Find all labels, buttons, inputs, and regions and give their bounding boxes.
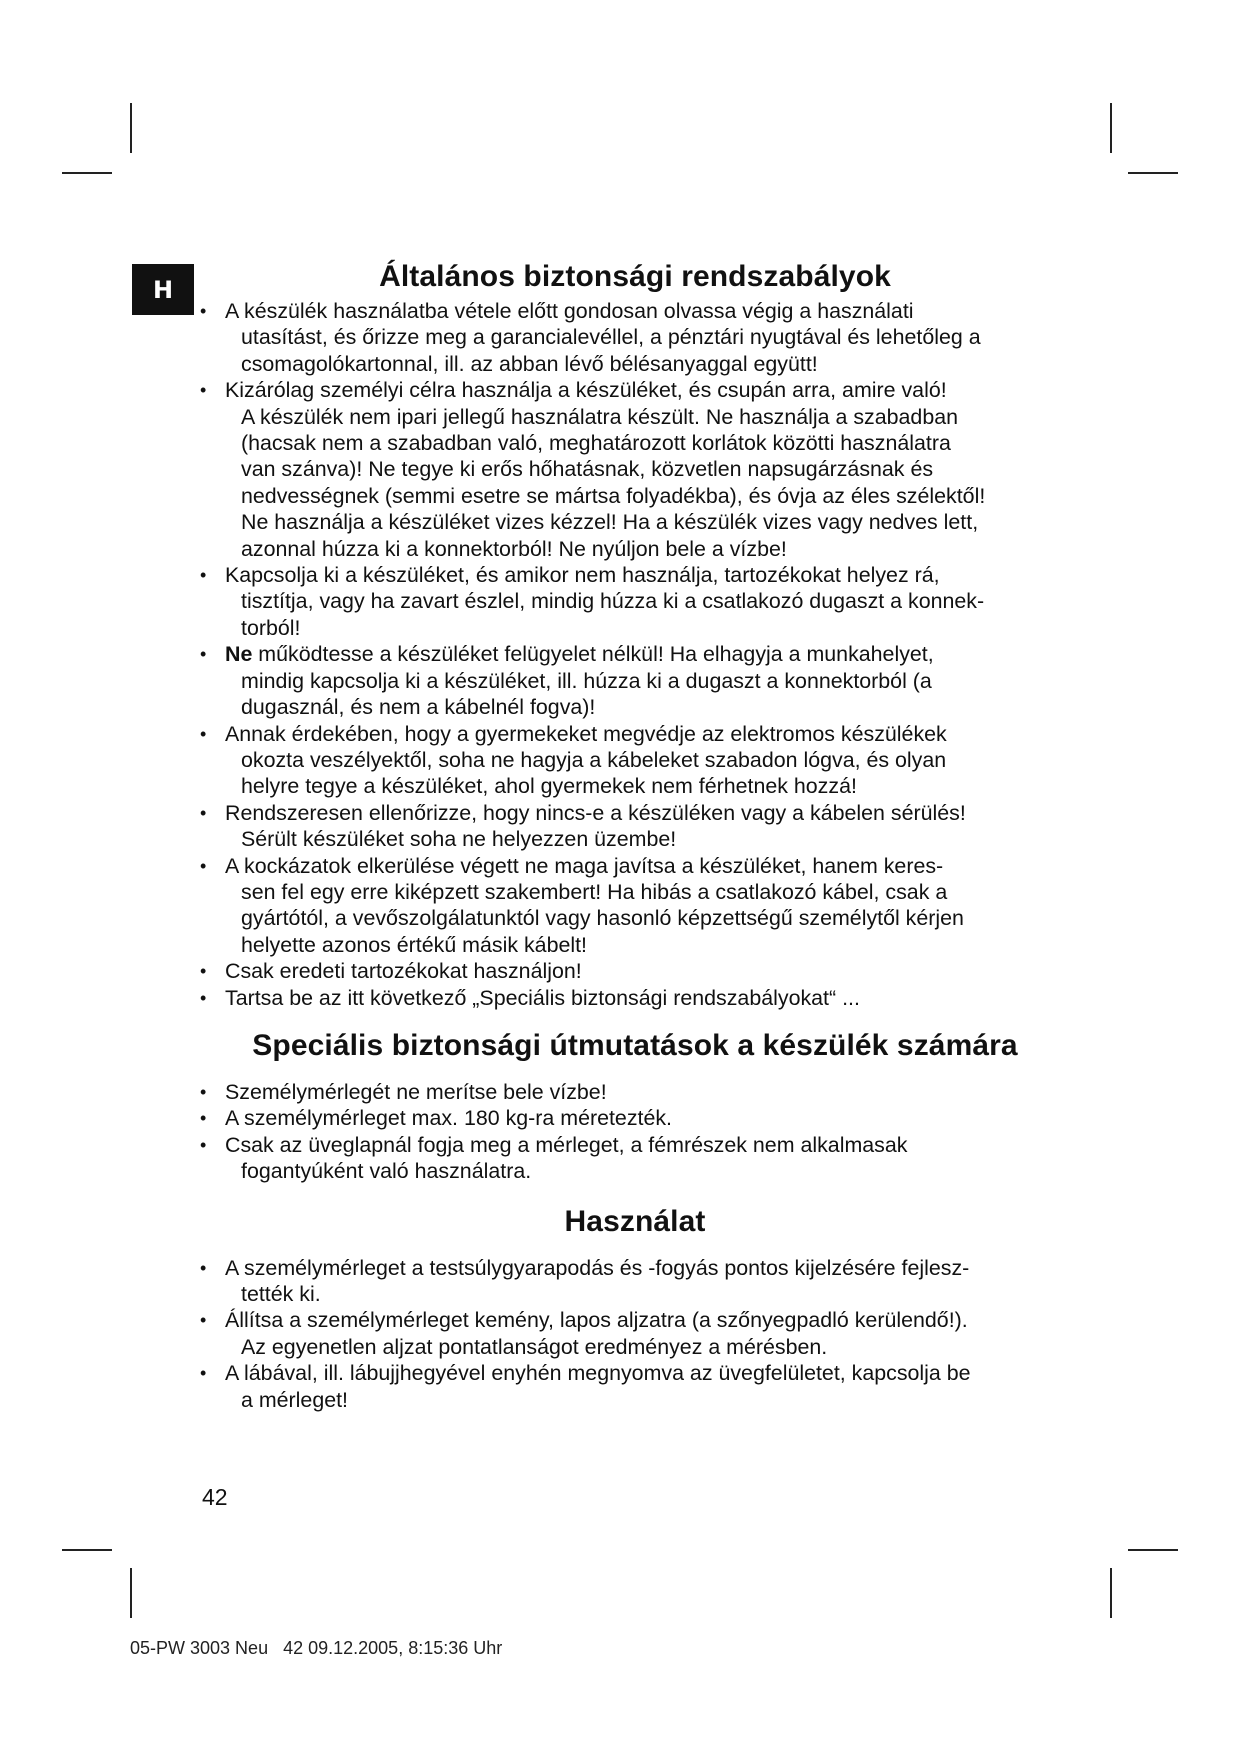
list-item: • A lábával, ill. lábujjhegyével enyhén megnyomva az üvegfelületet, kapcsolja be a mérleget! <box>200 1360 1070 1413</box>
special-safety-list <box>200 1079 1070 1185</box>
list-item: • Rendszeresen ellenőrizze, hogy nincs-e a készüléken vagy a kábelen sérülés! Sérült készüléket soha ne helyezzen üzembe! <box>200 800 1070 853</box>
list-item: • A személymérleget a testsúlygyarapodás és -fogyás pontos kijelzésére fejlesz- tették ki. <box>200 1255 1070 1308</box>
print-footer: 05-PW 3003 Neu 42 09.12.2005, 8:15:36 Uhr <box>130 1638 503 1658</box>
crop-mark-bottom-right-vertical <box>1110 1568 1112 1618</box>
general-safety-list <box>200 298 1070 1011</box>
list-item: • Kapcsolja ki a készüléket, és amikor nem használja, tartozékokat helyez rá, tisztítja, vagy ha zavart észlel, mindig húzza ki a csatlakozó dugaszt a konnek- torból! <box>200 562 1070 641</box>
list-item: • Kizárólag személyi célra használja a készüléket, és csupán arra, amire való! A készülék nem ipari jellegű használatra készült. Ne használja a szabadban (hacsak nem a szabadban való, meghatározott korlátok közötti használatra van szánva)! Ne tegye ki erős hőhatásnak, közvetlen napsugárzásnak és nedvességnek (semmi esetre se mártsa folyadékba), és óvja az éles szélektől! Ne használja a készüléket vizes kézzel! Ha a készülék vizes vagy nedves lett, azonnal húzza ki a konnektorból! Ne nyúljon bele a vízbe! <box>200 377 1070 562</box>
page-number: 42 <box>202 1484 228 1510</box>
crop-mark-top-right-horizontal <box>1128 172 1178 174</box>
bold-emphasis: Ne <box>225 642 253 667</box>
list-item: • Annak érdekében, hogy a gyermekeket megvédje az elektromos készülékek okozta veszélyektől, soha ne hagyja a kábeleket szabadon lógva, és olyan helyre tegye a készüléket, ahol gyermekek nem férhetnek hozzá! <box>200 721 1070 800</box>
crop-mark-top-right-vertical <box>1110 103 1112 153</box>
list-item: • Csak az üveglapnál fogja meg a mérleget, a fémrészek nem alkalmasak fogantyúként való használatra. <box>200 1132 1070 1185</box>
crop-mark-bottom-right-horizontal <box>1128 1549 1178 1551</box>
crop-mark-top-left-horizontal <box>62 172 112 174</box>
section-title-special-safety: Speciális biztonsági útmutatások a készülék számára <box>252 1028 1018 1062</box>
list-item: • Állítsa a személymérleget kemény, lapos aljzatra (a szőnyegpadló kerülendő!). Az egyenetlen aljzat pontatlanságot eredményez a mérésben. <box>200 1307 1070 1360</box>
section-title-usage: Használat <box>564 1204 706 1238</box>
usage-list <box>200 1255 1070 1413</box>
document-content <box>200 258 1070 1413</box>
section-title-general-safety: Általános biztonsági rendszabályok <box>379 260 891 293</box>
list-item: • Csak eredeti tartozékokat használjon! <box>200 958 1070 984</box>
list-item: • A készülék használatba vétele előtt gondosan olvassa végig a használati utasítást, és őrizze meg a garancialevéllel, a pénztári nyugtával és lehetőleg a csomagolókartonnal, ill. az abban lévő bélésanyaggal együtt! <box>200 298 1070 377</box>
language-tab: H <box>132 264 194 315</box>
list-item: • A személymérleget max. 180 kg-ra méretezték. <box>200 1105 1070 1131</box>
list-item: • Személymérlegét ne merítse bele vízbe! <box>200 1079 1070 1105</box>
list-item: • Ne működtesse a készüléket felügyelet nélkül! Ha elhagyja a munkahelyet, mindig kapcsolja ki a készüléket, ill. húzza ki a dugaszt a konnektorból (a dugasznál, és nem a kábelnél fogva)! <box>200 641 1070 720</box>
crop-mark-top-left-vertical <box>130 103 132 153</box>
list-item: • Tartsa be az itt következő „Speciális biztonsági rendszabályokat“ ... <box>200 985 1070 1011</box>
list-item: • A kockázatok elkerülése végett ne maga javítsa a készüléket, hanem keres- sen fel egy erre kiképzett szakembert! Ha hibás a csatlakozó kábel, csak a gyártótól, a vevőszolgálatunktól vagy hasonló képzettségű személytől kérjen helyette azonos értékű másik kábelt! <box>200 853 1070 959</box>
crop-mark-bottom-left-vertical <box>130 1568 132 1618</box>
crop-mark-bottom-left-horizontal <box>62 1549 112 1551</box>
